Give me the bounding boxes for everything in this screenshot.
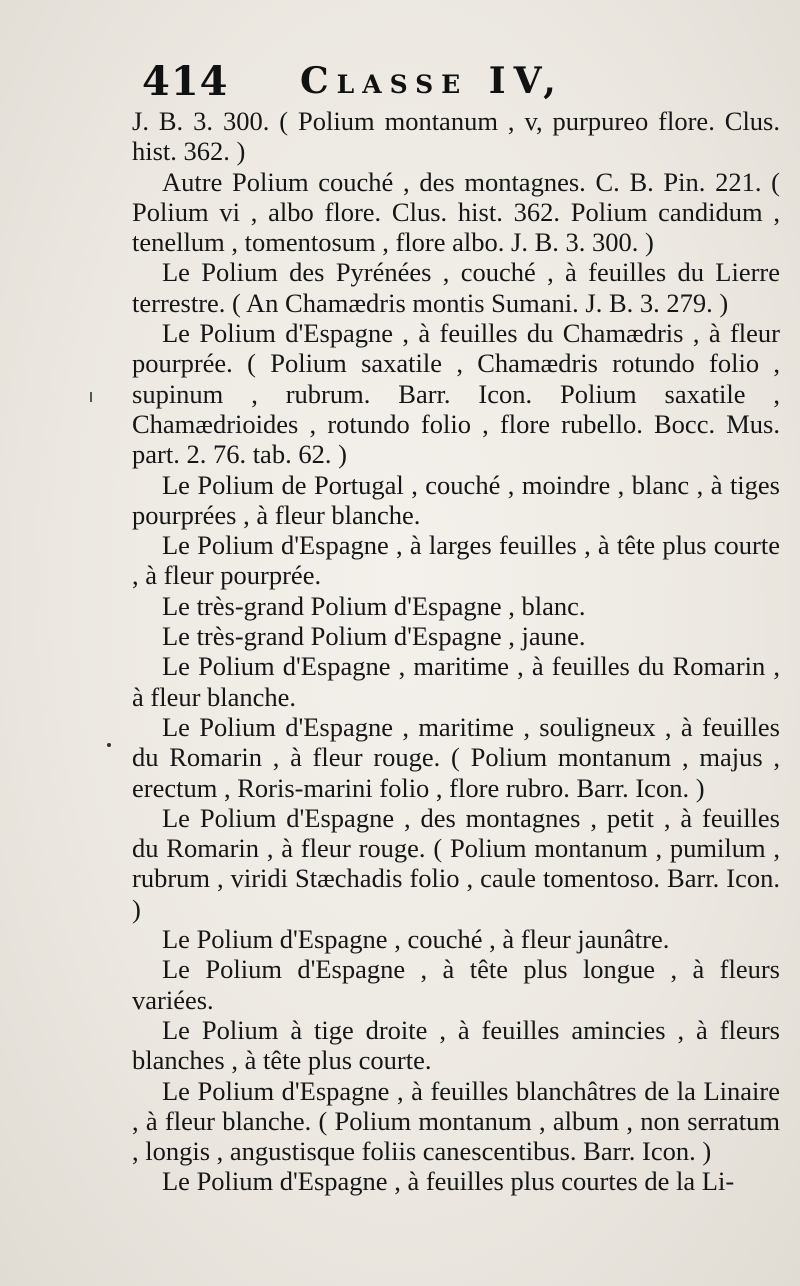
paragraph-11: Le Polium d'Espagne , couché , à fleur jaunâtre.: [162, 924, 670, 955]
margin-mark: [90, 392, 92, 402]
page-header: [132, 58, 772, 108]
body-text: [132, 106, 780, 1197]
paragraph-10: Le Polium d'Espagne , des montagnes , petit , à feuilles du Romarin , à fleur rouge. ( Polium montanum , pumilum , rubrum , viridi Stæchadis folio , caule tomentoso. Barr. Icon. ): [132, 802, 780, 924]
paragraph-6: Le très-grand Polium d'Espagne , blanc.: [162, 590, 586, 621]
margin-dot: [107, 743, 111, 747]
paragraph-5: Le Polium d'Espagne , à larges feuilles , à tête plus courte , à fleur pourprée.: [132, 530, 780, 591]
paragraph-4: Le Polium de Portugal , couché , moindre , blanc , à tiges pourprées , à fleur blanche.: [132, 469, 780, 530]
paragraph-1: Autre Polium couché , des montagnes. C. B. Pin. 221. ( Polium vi , albo flore. Clus. hist. 362. Polium candidum , tenellum , tomentosum , flore albo. J. B. 3. 300. ): [132, 166, 780, 258]
paragraph-2: Le Polium des Pyrénées , couché , à feuilles du Lierre terrestre. ( An Chamædris montis Sumani. J. B. 3. 279. ): [132, 257, 780, 318]
paragraph-15: Le Polium d'Espagne , à feuilles plus courtes de la Li-: [162, 1166, 735, 1197]
paragraph-9: Le Polium d'Espagne , maritime , souligneux , à feuilles du Romarin , à fleur rouge. ( Polium montanum , majus , erectum , Roris-marini folio , flore rubro. Barr. Icon. ): [132, 711, 780, 803]
paragraph-3: Le Polium d'Espagne , à feuilles du Chamædris , à fleur pourprée. ( Polium saxatile , Chamædris rotundo folio , supinum , rubrum. Barr. Icon. Polium saxatile , Chamædrioides , rotundo folio , flore rubello. Bocc. Mus. part. 2. 76. tab. 62. ): [132, 318, 780, 470]
paragraph-8: Le Polium d'Espagne , maritime , à feuilles du Romarin , à fleur blanche.: [132, 651, 780, 712]
paragraph-14: Le Polium d'Espagne , à feuilles blanchâtres de la Linaire , à fleur blanche. ( Polium montanum , album , non serratum , longis , angustisque foliis canescentibus. Barr. Icon. ): [132, 1075, 780, 1167]
page-number: 414: [142, 58, 229, 105]
paragraph-12: Le Polium d'Espagne , à tête plus longue , à fleurs variées.: [132, 954, 780, 1015]
paragraph-7: Le très-grand Polium d'Espagne , jaune.: [162, 621, 586, 652]
running-title: Classe IV,: [300, 60, 564, 102]
paragraph-0: J. B. 3. 300. ( Polium montanum , v, purpureo flore. Clus. hist. 362. ): [132, 106, 780, 167]
paragraph-13: Le Polium à tige droite , à feuilles amincies , à fleurs blanches , à tête plus courte.: [132, 1014, 780, 1076]
